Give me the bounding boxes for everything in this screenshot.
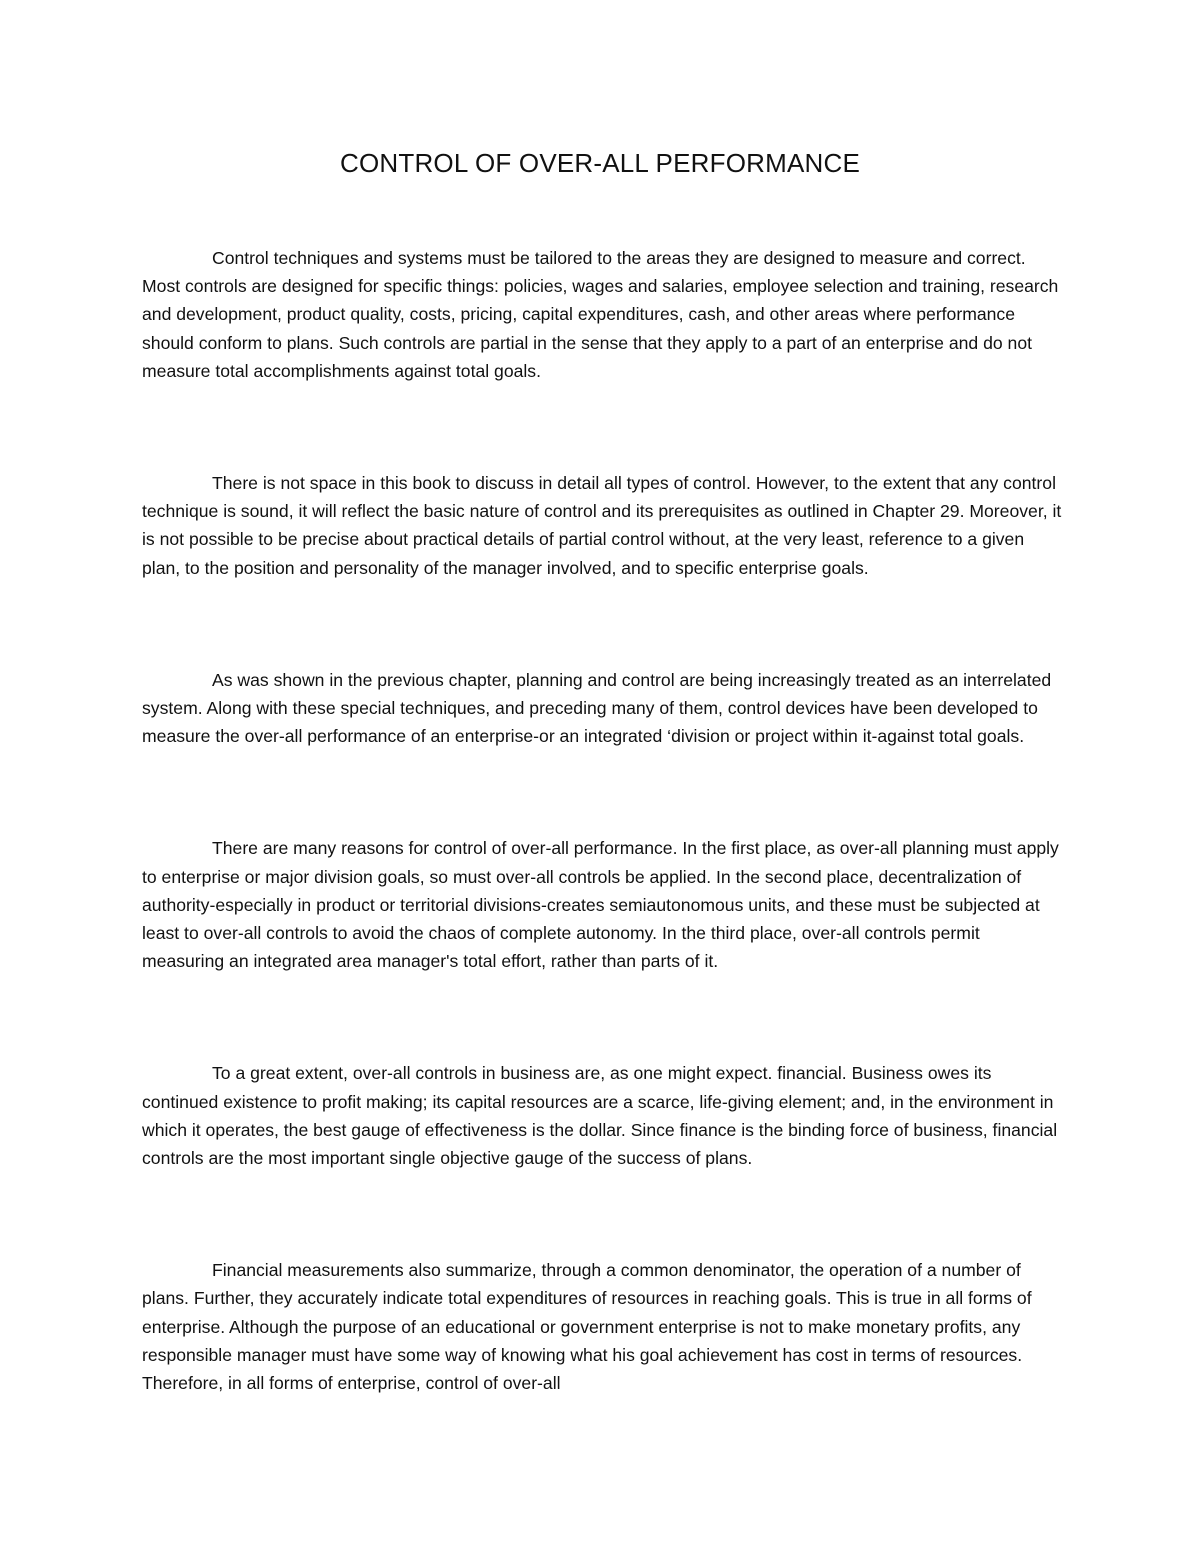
document-body: [142, 244, 1062, 1397]
paragraph-2: There is not space in this book to discuss in detail all types of control. However, to the extent that any control technique is sound, it will reflect the basic nature of control and its prerequisites as outlined in Chapter 29. Moreover, it is not possible to be precise about practical details of partial control without, at the very least, reference to a given plan, to the position and personality of the manager involved, and to specific enterprise goals.: [142, 473, 1062, 578]
paragraph-3: As was shown in the previous chapter, planning and control are being increasingly treated as an interrelated system. Along with these special techniques, and preceding many of them, control devices have been developed to measure the over-all performance of an enterprise-or an integrated ‘division or project within it-against total goals.: [142, 669, 1052, 747]
paragraph-6: Financial measurements also summarize, through a common denominator, the operation of a number of plans. Further, they accurately indicate total expenditures of resources in reaching goals. This is true in all forms of enterprise. Although the purpose of an educational or government enterprise is not to make monetary profits, any responsible manager must have some way of knowing what his goal achievement has cost in terms of resources. Therefore, in all forms of enterprise, control of over-all: [142, 1260, 1032, 1394]
paragraph-4: There are many reasons for control of over-all performance. In the first place, as over-all planning must apply to enterprise or major division goals, so must over-all controls be applied. In the second place, decentralization of authority-especially in product or territorial divisions-creates semiautonomous units, and these must be subjected at least to over-all controls to avoid the chaos of complete autonomy. In the third place, over-all controls permit measuring an integrated area manager's total effort, rather than parts of it.: [142, 838, 1059, 972]
paragraph-5: To a great extent, over-all controls in business are, as one might expect. financial. Business owes its continued existence to profit making; its capital resources are a scarce, life-giving element; and, in the environment in which it operates, the best gauge of effectiveness is the dollar. Since finance is the binding force of business, financial controls are the most important single objective gauge of the success of plans.: [142, 1063, 1058, 1169]
paragraph-1: Control techniques and systems must be tailored to the areas they are designed to measure and correct. Most controls are designed for specific things: policies, wages and salaries, employee selection and training, research and development, product quality, costs, pricing, capital expenditures, cash, and other areas where performance should conform to plans. Such controls are partial in the sense that they apply to a part of an enterprise and do not measure total accomplishments against total goals.: [142, 248, 1059, 381]
document-title: CONTROL OF OVER-ALL PERFORMANCE: [339, 148, 860, 178]
